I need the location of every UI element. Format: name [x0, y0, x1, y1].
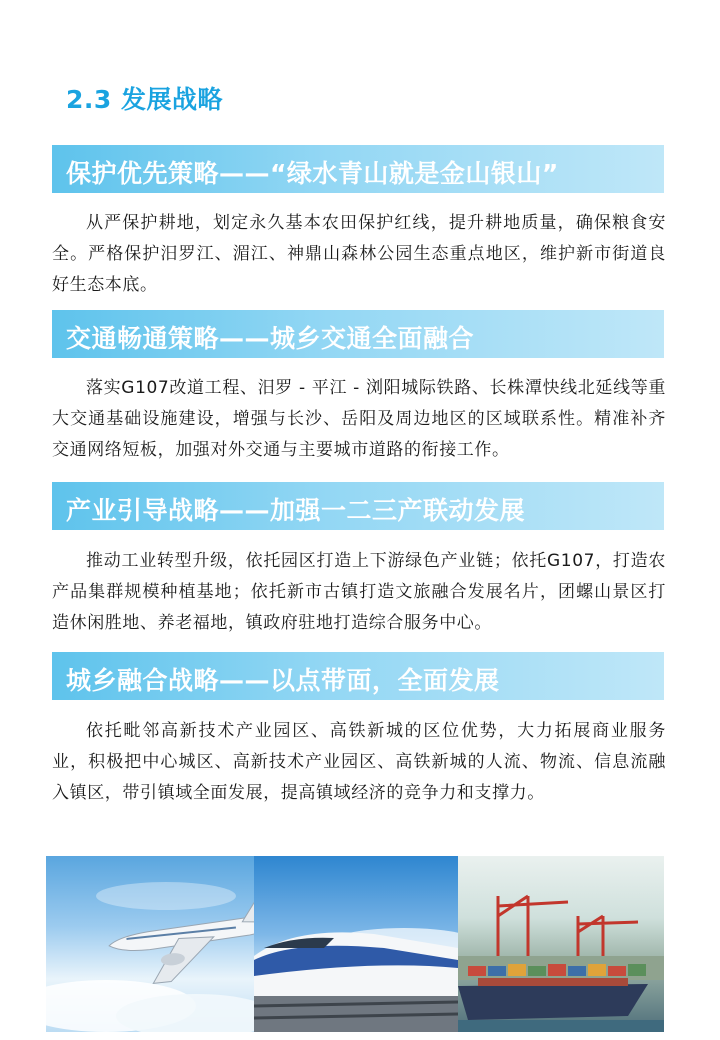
strategy-banner-4 — [52, 652, 664, 700]
strategy-body-1: 从严保护耕地，划定永久基本农田保护红线，提升耕地质量，确保粮食安全。严格保护汨罗江、湄江、神鼎山森林公园生态重点地区，维护新市街道良好生态本底。 — [52, 213, 666, 295]
airplane-photo — [46, 856, 254, 1032]
strategy-heading-4: 城乡融合战略——以点带面，全面发展 — [66, 666, 500, 695]
strategy-banner-1 — [52, 145, 664, 193]
strategy-banner-2 — [52, 310, 664, 358]
strategy-body-4: 依托毗邻高新技术产业园区、高铁新城的区位优势，大力拓展商业服务业，积极把中心城区、高新技术产业园区、高铁新城的人流、物流、信息流融入镇区，带引镇域全面发展，提高镇域经济的竞争力和支撑力。 — [52, 721, 666, 803]
strategy-body-2: 落实G107改道工程、汨罗 - 平江 - 浏阳城际铁路、长株潭快线北延线等重大交通基础设施建设，增强与长沙、岳阳及周边地区的区域联系性。精准补齐交通网络短板，加强对外交通与主要城市道路的衔接工作。 — [52, 378, 666, 460]
strategy-heading-3: 产业引导战略——加强一二三产联动发展 — [66, 496, 526, 525]
high-speed-train-photo — [254, 856, 458, 1032]
strategy-banner-3 — [52, 482, 664, 530]
strategy-heading-1: 保护优先策略——“绿水青山就是金山银山” — [66, 159, 559, 188]
transport-photo-strip — [46, 856, 664, 1032]
container-port-photo — [458, 856, 664, 1032]
section-title: 2.3 发展战略 — [66, 85, 223, 114]
strategy-body-3: 推动工业转型升级，依托园区打造上下游绿色产业链；依托G107，打造农产品集群规模种植基地；依托新市古镇打造文旅融合发展名片，团螺山景区打造休闲胜地、养老福地，镇政府驻地打造综合服务中心。 — [52, 551, 666, 633]
strategy-heading-2: 交通畅通策略——城乡交通全面融合 — [66, 324, 475, 353]
